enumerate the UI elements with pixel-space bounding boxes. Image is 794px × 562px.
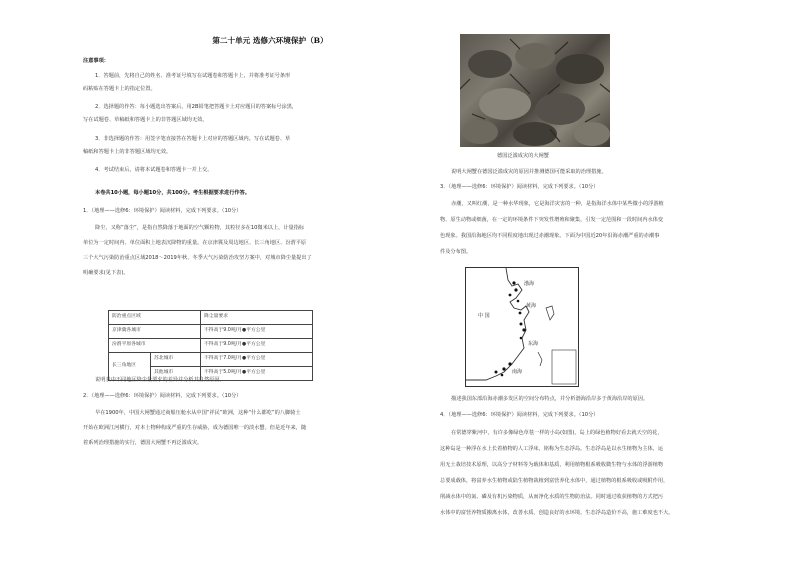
notice-item: 写在试题卷、草稿纸和答题卡上的非答题区域均无效。 [83, 117, 208, 123]
q3-head: 3．（地理——选修6：环境保护）阅读材料，完成下列要求。（10分） [440, 184, 599, 190]
q4-line: 削减水体中的氮、磷及有机污染物质，从而净化水质的生物防治法。同时通过收获植物的方式把污 [440, 494, 664, 500]
q4-line: 总要成载体，将富养水生植物或陆生植物栽植到富营养化水体中，通过植物的根系吸收或吸附作用， [440, 478, 669, 484]
q1-line: 降尘，又称“落尘”，是指自然降落于地面的空气颗粒物，其粒径多在10微米以上，计量指标 [95, 225, 305, 231]
table-cell: 不得高于9.0吨/月●平方公里 [201, 339, 313, 353]
page-title: 第二十单元 选修六环境保护（B） [212, 36, 328, 45]
table-header-row [109, 311, 313, 325]
notice-item: 码粘贴在答题卡上的指定位置。 [83, 86, 156, 92]
q2-line: 开始在欧洲江河横行，对本土物种构成严重的生存威胁，成为德国唯一的淡水蟹。但是近年来，随 [83, 425, 307, 431]
q1-line: 单位为一定时间内、单位面积上地表沉降物的重量。在京津冀及周边地区、长三角地区、汾渭平原 [83, 240, 307, 246]
q4-line: 用无土栽培技术原理，以高分子材料等为载体和基质，利用植物根系吸收微生物与水体的浮游植物 [440, 462, 664, 468]
q2-after: 说明大闸蟹在德国泛滥成灾的原因并推测德国可能采取的治理措施。 [451, 169, 607, 175]
table-header: 降尘量要求 [201, 311, 313, 325]
q3-line: 赤潮，又叫红潮，是一种水华现象，它是海洋灾害的一种，是指海洋水体中某些微小的浮游植 [451, 201, 664, 207]
q4-line: 这种岛是一种浮在水上长着植物的人工浮床，铭称为生态浮岛。生态浮岛是以水生植物为主体，运 [440, 446, 664, 452]
table-cell: 其他城市 [151, 367, 201, 381]
table-row [109, 353, 313, 367]
photo-caption: 德国泛滥成灾的大闸蟹 [497, 153, 549, 159]
instruction: 本卷共10小题，每小题10分，共100分。考生根据要求进行作答。 [95, 190, 250, 196]
table-cell: 不得高于7.0吨/月●平方公里 [201, 353, 313, 367]
notice-item: 2．选择题的作答：每小题选出答案后，用2B铅笔把答题卡上对应题目的答案标号涂黑， [95, 104, 298, 110]
q3-line: 物、原生动物或细菌，在一定的环境条件下突发性增殖和聚集，引发一定范围和一段时间内水体变 [440, 217, 664, 223]
q1-line: 三个大气污染防治重点区域2018～2019年秋、冬季大气污染防治攻坚方案中，对城市降尘量提出了 [83, 255, 312, 261]
table-cell: 苏北城市 [151, 353, 201, 367]
red-tide-map [465, 267, 579, 387]
table-cell: 不得高于5.0吨/月●平方公里 [201, 367, 313, 381]
table-cell: 长三角地区 [109, 353, 151, 381]
q3-after: 描述我国东部沿海赤潮多发区的空间分布特点，并分析渤海沿岸多于黄海沿岸的原因。 [451, 396, 649, 402]
table-cell: 京津冀各城市 [109, 325, 201, 339]
notice-item: 1．答题前，先将自己的姓名、准考证号填写在试题卷和答题卡上，并将准考证号条形 [95, 73, 291, 79]
q4-head: 4．（地理——选修6：环境保护）阅读材料，完成下列要求。（10分） [440, 412, 599, 418]
table-cell: 汾渭平原各城市 [109, 339, 201, 353]
table-header: 防治重点区域 [109, 311, 201, 325]
q4-line: 在常德穿紫河中，有许多像绿色草毯一样的小岛(如图)，岛上的绿色植物好看去就天空的花， [451, 430, 663, 436]
notice-item: 4．考试结束后，请将本试题卷和答题卡一并上交。 [95, 167, 213, 173]
notice-item: 3．非选择题的作答：用签字笔直接答在答题卡上对应的答题区域内。写在试题卷、草 [95, 136, 291, 142]
map-label-nanhai: 南海 [512, 369, 523, 375]
q3-line: 件及分布图。 [440, 249, 472, 255]
dust-table [108, 310, 313, 381]
q2-head: 2．（地理——选修6：环境保护）阅读材料，完成下列要求。（10分） [83, 393, 242, 399]
q3-line: 色现象。我国沿海地区均不同程度地出现过赤潮现象。下面为中国近20年沿海赤潮严重的赤潮事 [440, 233, 660, 239]
notice-item: 稿纸和答题卡上的非答题区域均无效。 [83, 149, 172, 155]
q1-after: 说明表中不同地区降尘量要求的差异并分析其自然原因。 [95, 377, 225, 383]
notice-heading: 注意事项： [83, 58, 109, 64]
map-label-huanghai: 黄海 [526, 303, 537, 309]
q2-line: 早在1900年，中国大闸蟹通过商船压舱水从中国“祥民”欧洲，这种“什么都吃”的八脚骑士 [95, 410, 301, 416]
q1-line: 明确要求(见下表)。 [83, 270, 129, 276]
crab-photo [460, 34, 610, 147]
map-label-china: 中 国 [478, 313, 490, 319]
q2-line: 着系列治理措施的实行，德国大闸蟹不再泛滥成灾。 [83, 440, 203, 446]
map-label-donghai: 东海 [528, 341, 539, 347]
map-label-bohai: 渤海 [524, 281, 535, 287]
q4-line: 水体中的富营养物质搬离水体，改善水质，创造良好的水环境。生态浮岛造价不高，施工难度也不大。 [440, 510, 674, 516]
table-row [109, 325, 313, 339]
table-cell: 不得高于9.0吨/月●平方公里 [201, 325, 313, 339]
q1-head: 1．（地理——选修6：环境保护）阅读材料，完成下列要求。（10分） [83, 208, 242, 214]
table-row [109, 339, 313, 353]
